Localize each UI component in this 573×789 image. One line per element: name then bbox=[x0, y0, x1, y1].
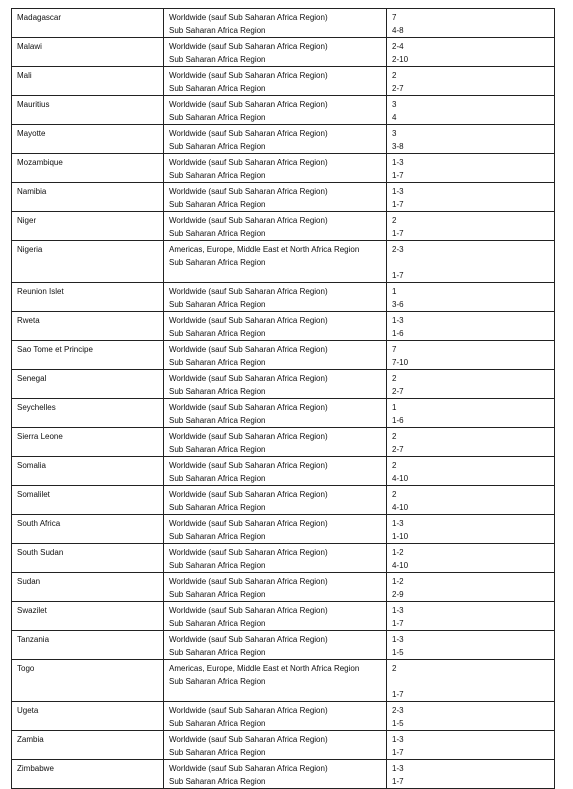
value-label: 2-9 bbox=[392, 590, 404, 599]
value-label: 1-3 bbox=[392, 735, 404, 744]
value-label: 4-10 bbox=[392, 561, 409, 570]
region-cell bbox=[164, 183, 387, 212]
value-cell bbox=[387, 9, 555, 38]
region-label: Worldwide (sauf Sub Saharan Africa Region) bbox=[169, 287, 328, 296]
region-label: Worldwide (sauf Sub Saharan Africa Region) bbox=[169, 42, 328, 51]
country-name: Madagascar bbox=[17, 13, 62, 22]
region-label: Worldwide (sauf Sub Saharan Africa Region) bbox=[169, 735, 328, 744]
table-row bbox=[12, 241, 555, 283]
region-label: Worldwide (sauf Sub Saharan Africa Region) bbox=[169, 519, 328, 528]
country-name: Sudan bbox=[17, 577, 41, 586]
country-cell bbox=[12, 241, 164, 283]
table-row bbox=[12, 399, 555, 428]
region-cell bbox=[164, 760, 387, 789]
region-cell bbox=[164, 67, 387, 96]
value-label: 2-7 bbox=[392, 84, 404, 93]
region-label: Sub Saharan Africa Region bbox=[169, 229, 266, 238]
region-label: Worldwide (sauf Sub Saharan Africa Region) bbox=[169, 764, 328, 773]
value-cell bbox=[387, 283, 555, 312]
region-label: Sub Saharan Africa Region bbox=[169, 200, 266, 209]
table-row bbox=[12, 660, 555, 702]
value-label: 1-2 bbox=[392, 548, 404, 557]
value-label: 2 bbox=[392, 374, 397, 383]
region-cell bbox=[164, 399, 387, 428]
country-name: Niger bbox=[17, 216, 37, 225]
country-name: Nigeria bbox=[17, 245, 43, 254]
value-label: 1-7 bbox=[392, 200, 404, 209]
region-label: Sub Saharan Africa Region bbox=[169, 358, 266, 367]
table-row bbox=[12, 154, 555, 183]
value-cell bbox=[387, 631, 555, 660]
region-label: Worldwide (sauf Sub Saharan Africa Region) bbox=[169, 635, 328, 644]
region-label: Sub Saharan Africa Region bbox=[169, 171, 266, 180]
table-row bbox=[12, 457, 555, 486]
value-label: 1-7 bbox=[392, 271, 404, 280]
value-label: 1-7 bbox=[392, 777, 404, 786]
value-label: 2 bbox=[392, 432, 397, 441]
region-label: Worldwide (sauf Sub Saharan Africa Region) bbox=[169, 548, 328, 557]
value-cell bbox=[387, 399, 555, 428]
value-cell bbox=[387, 212, 555, 241]
value-cell bbox=[387, 96, 555, 125]
region-cell bbox=[164, 515, 387, 544]
country-name: Somalilet bbox=[17, 490, 50, 499]
value-cell bbox=[387, 341, 555, 370]
country-cell bbox=[12, 125, 164, 154]
region-label: Sub Saharan Africa Region bbox=[169, 474, 266, 483]
region-label: Worldwide (sauf Sub Saharan Africa Region) bbox=[169, 461, 328, 470]
region-cell bbox=[164, 370, 387, 399]
country-name: Seychelles bbox=[17, 403, 56, 412]
region-label: Worldwide (sauf Sub Saharan Africa Region) bbox=[169, 432, 328, 441]
value-label: 1-7 bbox=[392, 171, 404, 180]
value-cell bbox=[387, 125, 555, 154]
region-cell bbox=[164, 283, 387, 312]
region-label: Sub Saharan Africa Region bbox=[169, 777, 266, 786]
value-label: 1-10 bbox=[392, 532, 409, 541]
region-label: Worldwide (sauf Sub Saharan Africa Region) bbox=[169, 187, 328, 196]
value-label: 1-3 bbox=[392, 519, 404, 528]
table-row bbox=[12, 515, 555, 544]
country-cell bbox=[12, 631, 164, 660]
region-label: Worldwide (sauf Sub Saharan Africa Region) bbox=[169, 490, 328, 499]
region-label: Sub Saharan Africa Region bbox=[169, 619, 266, 628]
value-label: 1-5 bbox=[392, 719, 404, 728]
table-row bbox=[12, 312, 555, 341]
country-cell bbox=[12, 660, 164, 702]
region-label: Americas, Europe, Middle East et North Africa Region bbox=[169, 664, 360, 673]
region-cell bbox=[164, 702, 387, 731]
region-cell bbox=[164, 154, 387, 183]
value-label: 7-10 bbox=[392, 358, 409, 367]
region-label: Worldwide (sauf Sub Saharan Africa Region) bbox=[169, 100, 328, 109]
region-label: Sub Saharan Africa Region bbox=[169, 142, 266, 151]
region-label: Worldwide (sauf Sub Saharan Africa Region) bbox=[169, 13, 328, 22]
table-row bbox=[12, 283, 555, 312]
country-name: Zimbabwe bbox=[17, 764, 54, 773]
region-label: Sub Saharan Africa Region bbox=[169, 387, 266, 396]
country-name: Mauritius bbox=[17, 100, 50, 109]
region-label: Worldwide (sauf Sub Saharan Africa Region) bbox=[169, 316, 328, 325]
region-cell bbox=[164, 428, 387, 457]
region-label: Sub Saharan Africa Region bbox=[169, 84, 266, 93]
region-cell bbox=[164, 631, 387, 660]
table-row bbox=[12, 760, 555, 789]
table-row bbox=[12, 96, 555, 125]
value-label: 3-6 bbox=[392, 300, 404, 309]
value-label: 1-7 bbox=[392, 619, 404, 628]
country-cell bbox=[12, 544, 164, 573]
country-region-table bbox=[11, 8, 555, 789]
value-cell bbox=[387, 370, 555, 399]
value-label: 2 bbox=[392, 216, 397, 225]
region-label: Sub Saharan Africa Region bbox=[169, 748, 266, 757]
region-cell bbox=[164, 457, 387, 486]
country-cell bbox=[12, 399, 164, 428]
table-row bbox=[12, 428, 555, 457]
value-label: 2-4 bbox=[392, 42, 404, 51]
value-cell bbox=[387, 457, 555, 486]
value-label: 3 bbox=[392, 100, 397, 109]
country-cell bbox=[12, 428, 164, 457]
value-label: 2 bbox=[392, 664, 397, 673]
value-label: 7 bbox=[392, 345, 397, 354]
country-cell bbox=[12, 312, 164, 341]
value-cell bbox=[387, 515, 555, 544]
value-label: 4-8 bbox=[392, 26, 404, 35]
value-cell bbox=[387, 183, 555, 212]
value-label: 1-7 bbox=[392, 748, 404, 757]
country-cell bbox=[12, 341, 164, 370]
region-cell bbox=[164, 573, 387, 602]
value-cell bbox=[387, 702, 555, 731]
value-label: 1-3 bbox=[392, 158, 404, 167]
value-cell bbox=[387, 486, 555, 515]
table-row bbox=[12, 341, 555, 370]
value-cell bbox=[387, 544, 555, 573]
value-cell bbox=[387, 428, 555, 457]
table-row bbox=[12, 67, 555, 96]
country-name: Namibia bbox=[17, 187, 47, 196]
region-label: Sub Saharan Africa Region bbox=[169, 590, 266, 599]
value-label: 1-5 bbox=[392, 648, 404, 657]
region-label: Sub Saharan Africa Region bbox=[169, 677, 266, 686]
region-label: Sub Saharan Africa Region bbox=[169, 113, 266, 122]
value-cell bbox=[387, 573, 555, 602]
country-cell bbox=[12, 515, 164, 544]
region-cell bbox=[164, 486, 387, 515]
region-label: Sub Saharan Africa Region bbox=[169, 648, 266, 657]
value-label: 1 bbox=[392, 287, 397, 296]
country-cell bbox=[12, 183, 164, 212]
country-cell bbox=[12, 573, 164, 602]
value-label: 3-8 bbox=[392, 142, 404, 151]
country-cell bbox=[12, 702, 164, 731]
region-label: Sub Saharan Africa Region bbox=[169, 300, 266, 309]
country-name: Ugeta bbox=[17, 706, 39, 715]
region-label: Sub Saharan Africa Region bbox=[169, 258, 266, 267]
region-label: Worldwide (sauf Sub Saharan Africa Region) bbox=[169, 374, 328, 383]
value-label: 1-3 bbox=[392, 606, 404, 615]
region-cell bbox=[164, 212, 387, 241]
table-row bbox=[12, 731, 555, 760]
value-cell bbox=[387, 312, 555, 341]
value-label: 2 bbox=[392, 461, 397, 470]
value-label: 1-7 bbox=[392, 229, 404, 238]
region-label: Worldwide (sauf Sub Saharan Africa Region) bbox=[169, 216, 328, 225]
value-label: 1-7 bbox=[392, 690, 404, 699]
value-cell bbox=[387, 760, 555, 789]
region-label: Sub Saharan Africa Region bbox=[169, 26, 266, 35]
value-label: 2-7 bbox=[392, 445, 404, 454]
value-label: 1 bbox=[392, 403, 397, 412]
country-name: Mayotte bbox=[17, 129, 46, 138]
country-name: Swazilet bbox=[17, 606, 47, 615]
region-label: Sub Saharan Africa Region bbox=[169, 416, 266, 425]
value-label: 7 bbox=[392, 13, 397, 22]
value-cell bbox=[387, 241, 555, 283]
region-label: Sub Saharan Africa Region bbox=[169, 329, 266, 338]
country-cell bbox=[12, 67, 164, 96]
region-label: Sub Saharan Africa Region bbox=[169, 503, 266, 512]
value-label: 2-3 bbox=[392, 245, 404, 254]
country-name: Togo bbox=[17, 664, 35, 673]
value-label: 3 bbox=[392, 129, 397, 138]
value-label: 1-3 bbox=[392, 187, 404, 196]
value-label: 1-6 bbox=[392, 416, 404, 425]
country-name: Zambia bbox=[17, 735, 44, 744]
value-label: 1-3 bbox=[392, 635, 404, 644]
table-row bbox=[12, 125, 555, 154]
table-row bbox=[12, 370, 555, 399]
table-row bbox=[12, 183, 555, 212]
value-label: 1-3 bbox=[392, 316, 404, 325]
region-label: Worldwide (sauf Sub Saharan Africa Region) bbox=[169, 345, 328, 354]
value-label: 1-6 bbox=[392, 329, 404, 338]
region-label: Worldwide (sauf Sub Saharan Africa Region) bbox=[169, 606, 328, 615]
country-name: Malawi bbox=[17, 42, 42, 51]
value-label: 1-2 bbox=[392, 577, 404, 586]
table-row bbox=[12, 602, 555, 631]
country-cell bbox=[12, 602, 164, 631]
country-cell bbox=[12, 212, 164, 241]
table-row bbox=[12, 486, 555, 515]
value-label: 4-10 bbox=[392, 503, 409, 512]
region-label: Worldwide (sauf Sub Saharan Africa Region) bbox=[169, 71, 328, 80]
table-row bbox=[12, 631, 555, 660]
value-label: 4-10 bbox=[392, 474, 409, 483]
region-label: Worldwide (sauf Sub Saharan Africa Region) bbox=[169, 577, 328, 586]
region-label: Worldwide (sauf Sub Saharan Africa Region) bbox=[169, 129, 328, 138]
country-name: Mozambique bbox=[17, 158, 63, 167]
country-cell bbox=[12, 370, 164, 399]
country-name: Tanzania bbox=[17, 635, 50, 644]
region-cell bbox=[164, 96, 387, 125]
country-name: Sierra Leone bbox=[17, 432, 63, 441]
region-cell bbox=[164, 9, 387, 38]
value-cell bbox=[387, 660, 555, 702]
region-cell bbox=[164, 38, 387, 67]
value-cell bbox=[387, 38, 555, 67]
region-label: Worldwide (sauf Sub Saharan Africa Region) bbox=[169, 403, 328, 412]
country-name: Senegal bbox=[17, 374, 47, 383]
value-label: 2 bbox=[392, 71, 397, 80]
region-cell bbox=[164, 125, 387, 154]
region-cell bbox=[164, 341, 387, 370]
table-body bbox=[12, 9, 555, 789]
country-cell bbox=[12, 96, 164, 125]
country-cell bbox=[12, 486, 164, 515]
region-label: Sub Saharan Africa Region bbox=[169, 55, 266, 64]
value-label: 2-10 bbox=[392, 55, 409, 64]
table-row bbox=[12, 212, 555, 241]
value-cell bbox=[387, 67, 555, 96]
country-name: Rweta bbox=[17, 316, 40, 325]
country-name: Somalia bbox=[17, 461, 46, 470]
table-row bbox=[12, 702, 555, 731]
country-cell bbox=[12, 731, 164, 760]
value-cell bbox=[387, 731, 555, 760]
country-cell bbox=[12, 38, 164, 67]
value-label: 4 bbox=[392, 113, 397, 122]
region-cell bbox=[164, 544, 387, 573]
country-name: South Africa bbox=[17, 519, 61, 528]
country-cell bbox=[12, 154, 164, 183]
country-cell bbox=[12, 760, 164, 789]
table-row bbox=[12, 9, 555, 38]
value-cell bbox=[387, 154, 555, 183]
value-label: 1-3 bbox=[392, 764, 404, 773]
country-cell bbox=[12, 283, 164, 312]
region-label: Worldwide (sauf Sub Saharan Africa Region) bbox=[169, 706, 328, 715]
region-label: Sub Saharan Africa Region bbox=[169, 561, 266, 570]
region-label: Sub Saharan Africa Region bbox=[169, 719, 266, 728]
table-row bbox=[12, 573, 555, 602]
country-name: Mali bbox=[17, 71, 32, 80]
value-cell bbox=[387, 602, 555, 631]
region-cell bbox=[164, 241, 387, 283]
region-label: Americas, Europe, Middle East et North Africa Region bbox=[169, 245, 360, 254]
region-cell bbox=[164, 731, 387, 760]
region-cell bbox=[164, 660, 387, 702]
region-cell bbox=[164, 602, 387, 631]
country-name: Reunion Islet bbox=[17, 287, 64, 296]
region-label: Sub Saharan Africa Region bbox=[169, 532, 266, 541]
region-cell bbox=[164, 312, 387, 341]
value-label: 2 bbox=[392, 490, 397, 499]
value-label: 2-3 bbox=[392, 706, 404, 715]
region-label: Worldwide (sauf Sub Saharan Africa Region) bbox=[169, 158, 328, 167]
value-label: 2-7 bbox=[392, 387, 404, 396]
country-cell bbox=[12, 9, 164, 38]
table-row bbox=[12, 38, 555, 67]
country-cell bbox=[12, 457, 164, 486]
table-row bbox=[12, 544, 555, 573]
region-label: Sub Saharan Africa Region bbox=[169, 445, 266, 454]
country-name: Sao Tome et Principe bbox=[17, 345, 93, 354]
country-name: South Sudan bbox=[17, 548, 64, 557]
